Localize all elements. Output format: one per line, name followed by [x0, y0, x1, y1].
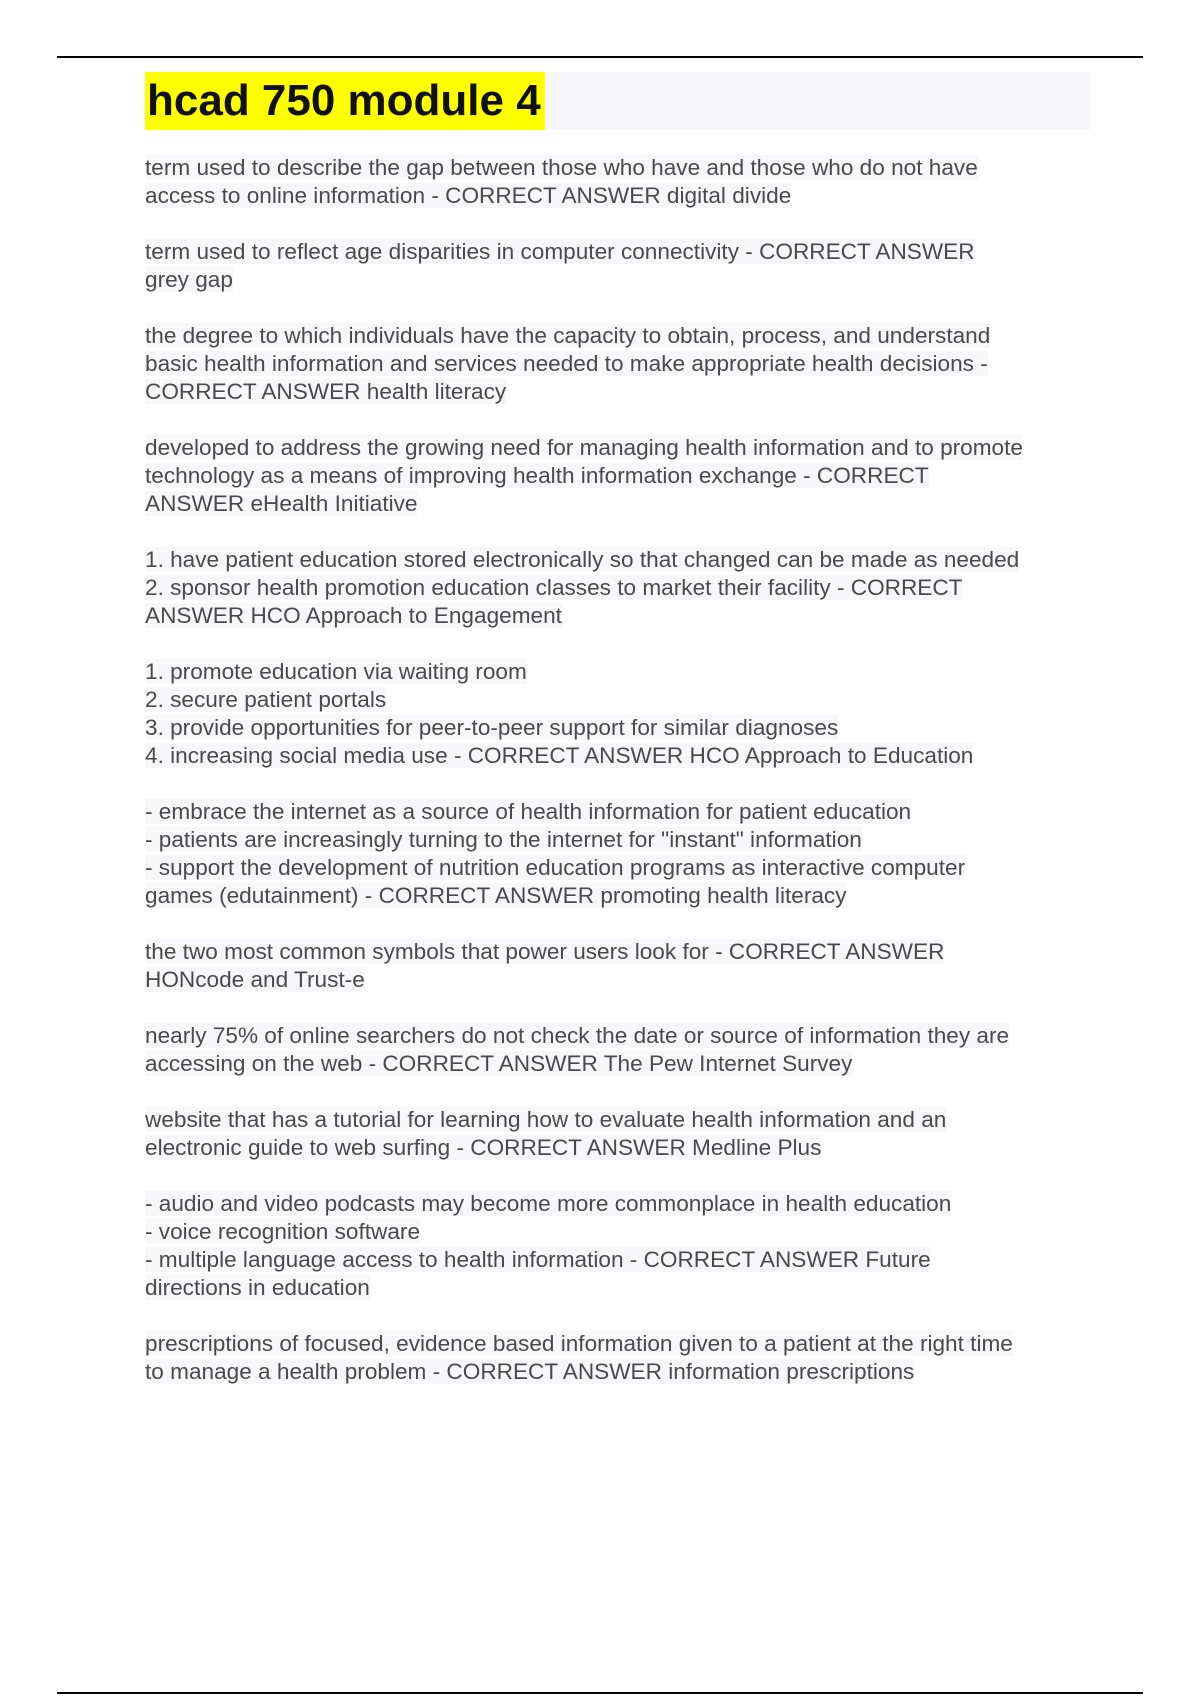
- flashcard: [145, 1330, 1090, 1386]
- flashcard: [145, 658, 1090, 770]
- flashcard: [145, 938, 1090, 994]
- flashcard-text: prescriptions of focused, evidence based information given to a patient at the right time to manage a health problem - CORRECT ANSWER information prescriptions: [145, 1331, 1013, 1384]
- document-body: [145, 72, 1090, 1414]
- flashcard-text: 1. promote education via waiting room 2. secure patient portals 3. provide opportunities for peer-to-peer support for similar diagnoses 4. increasing social media use - CORRECT ANSWER HCO Approach to Education: [145, 659, 974, 768]
- flashcard-text: term used to reflect age disparities in computer connectivity - CORRECT ANSWER grey gap: [145, 239, 975, 292]
- document-title: hcad 750 module 4: [145, 72, 545, 130]
- flashcard-text: term used to describe the gap between those who have and those who do not have access to online information - CORRECT ANSWER digital divide: [145, 155, 978, 208]
- flashcard-text: - embrace the internet as a source of health information for patient education - patients are increasingly turning to the internet for "instant" information - support the development of nutrition education programs as interactive computer games (edutainment) - CORRECT ANSWER promoting health literacy: [145, 799, 966, 908]
- flashcard-text: website that has a tutorial for learning how to evaluate health information and an electronic guide to web surfing - CORRECT ANSWER Medline Plus: [145, 1107, 947, 1160]
- flashcard: [145, 322, 1090, 406]
- flashcard-text: nearly 75% of online searchers do not check the date or source of information they are accessing on the web - CORRECT ANSWER The Pew Internet Survey: [145, 1023, 1010, 1076]
- flashcard-text: the degree to which individuals have the capacity to obtain, process, and understand basic health information and services needed to make appropriate health decisions - CORRECT ANSWER health literacy: [145, 323, 991, 404]
- title-bar: [145, 72, 1090, 130]
- bottom-divider: [57, 1692, 1143, 1694]
- flashcard: [145, 1106, 1090, 1162]
- flashcard-text: developed to address the growing need for managing health information and to promote technology as a means of improving health information exchange - CORRECT ANSWER eHealth Initiative: [145, 435, 1023, 516]
- top-divider: [57, 56, 1143, 58]
- flashcard: [145, 434, 1090, 518]
- flashcard: [145, 1190, 1090, 1302]
- flashcard-text: 1. have patient education stored electronically so that changed can be made as needed 2. sponsor health promotion education classes to market their facility - CORRECT ANSWER HCO Approach to Engagement: [145, 547, 1020, 628]
- flashcard: [145, 546, 1090, 630]
- flashcard: [145, 798, 1090, 910]
- flashcard: [145, 1022, 1090, 1078]
- flashcard: [145, 238, 1090, 294]
- flashcard-text: the two most common symbols that power users look for - CORRECT ANSWER HONcode and Trust-e: [145, 939, 945, 992]
- flashcard-text: - audio and video podcasts may become more commonplace in health education - voice recognition software - multiple language access to health information - CORRECT ANSWER Future directions in education: [145, 1191, 952, 1300]
- flashcard: [145, 154, 1090, 210]
